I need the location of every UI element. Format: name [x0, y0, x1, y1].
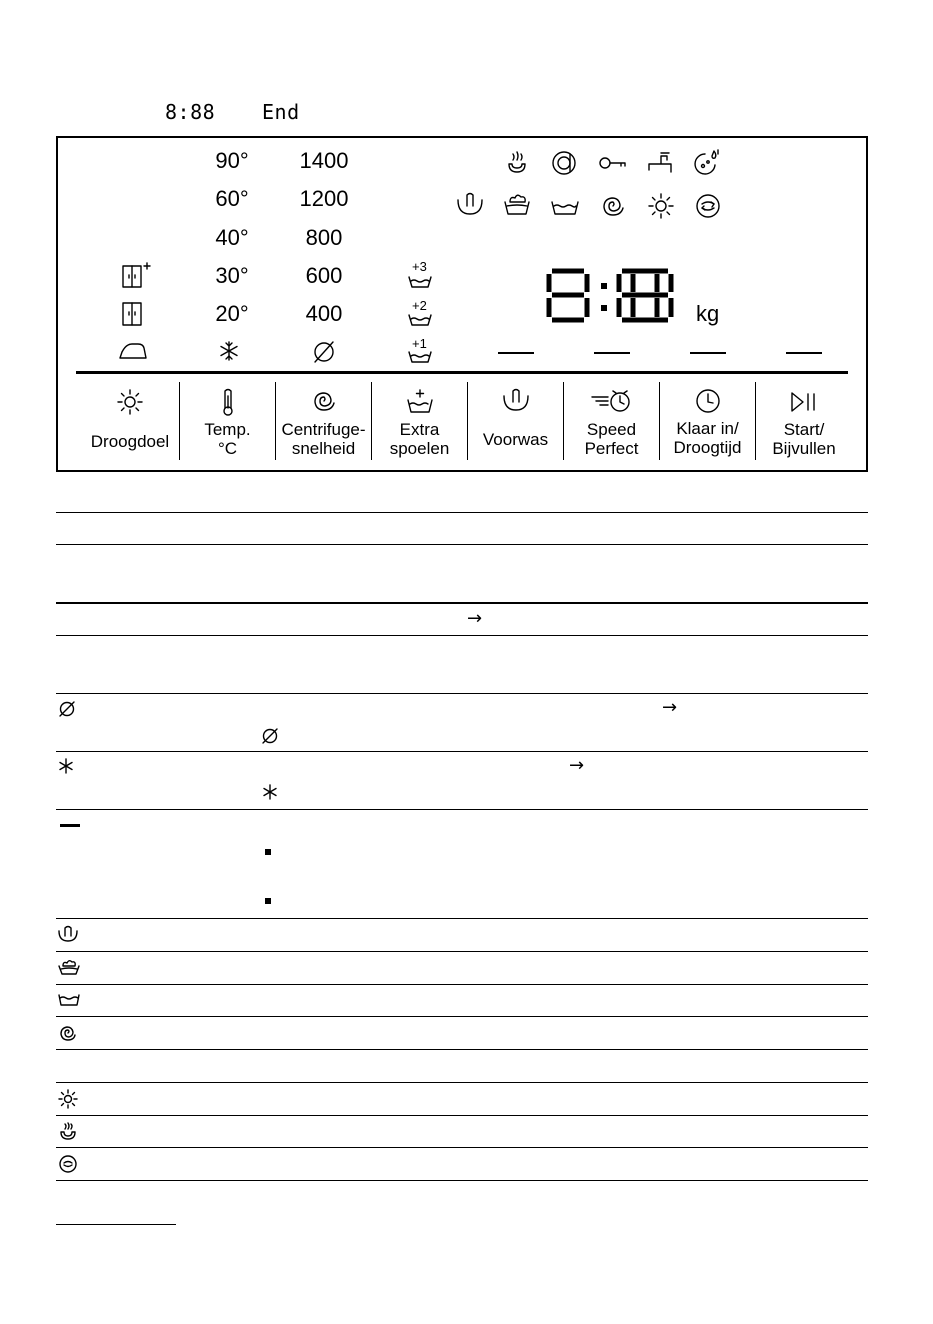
no-spin-icon	[312, 340, 336, 364]
droogdoel-label: Droogdoel	[90, 432, 170, 451]
spin-speed-label: Centrifuge-	[281, 420, 366, 439]
temp-40: 40°	[215, 225, 249, 250]
rinse-plus3-tub-icon	[408, 275, 432, 289]
arrow-3: →	[569, 755, 585, 776]
speed-1200: 1200	[299, 186, 349, 211]
wash-tub-icon	[58, 958, 80, 976]
rinse-plus2-tub-icon	[408, 313, 432, 327]
table-line-11	[56, 1016, 868, 1017]
table-line-15	[56, 1147, 868, 1148]
arrow-1: →	[467, 608, 483, 629]
dash-2	[594, 352, 630, 354]
tap-icon	[647, 150, 673, 174]
speed-1400: 1400	[299, 148, 349, 173]
no-spin-icon	[261, 727, 279, 745]
rinse-plus2-label: +2	[412, 298, 427, 313]
extra-rinse-label: Extra	[399, 420, 440, 439]
speed-400: 400	[305, 301, 343, 326]
thermometer-icon	[221, 388, 235, 416]
table-line-10	[56, 984, 868, 985]
digit-third-icon	[626, 268, 627, 269]
display-colon-lower	[601, 305, 607, 311]
rinse-plus-icon	[407, 388, 433, 414]
rinse-plus1-tub-icon	[408, 350, 432, 364]
spiral-icon	[311, 388, 337, 414]
iron-dry-icon	[118, 342, 148, 360]
speed-600: 600	[305, 263, 343, 288]
key-lock-icon	[599, 155, 627, 171]
temperature-label-2: °C	[217, 439, 238, 458]
weight-unit: kg	[696, 301, 720, 326]
bullet-1	[265, 849, 271, 855]
arrow-2: →	[662, 697, 678, 718]
speed-clock-icon	[590, 388, 634, 414]
speed-perfect-button[interactable]	[564, 382, 659, 460]
table-line-7	[56, 809, 868, 810]
clock-icon	[694, 387, 722, 415]
table-line-2	[56, 544, 868, 545]
table-line-14	[56, 1115, 868, 1116]
wash-tub-icon	[503, 192, 531, 216]
rinse-icon	[551, 200, 579, 216]
cupboard-dry-plus-icon	[122, 263, 152, 289]
rinse-icon	[58, 994, 80, 1006]
sun-icon	[647, 192, 675, 220]
panel-divider	[76, 371, 848, 374]
table-line-13	[56, 1082, 868, 1083]
footnote-line	[56, 1224, 176, 1225]
temp-60: 60°	[215, 186, 249, 211]
extra-rinse-label-2: spoelen	[389, 439, 450, 458]
play-pause-icon	[789, 390, 819, 414]
bullet-2	[265, 898, 271, 904]
cupboard-dry-icon	[122, 301, 144, 327]
droogdoel-button[interactable]	[82, 382, 178, 460]
sun-icon	[116, 388, 144, 416]
snowflake-icon	[58, 758, 74, 774]
display-colon	[601, 283, 607, 289]
speed-perfect-label-2: Perfect	[584, 439, 639, 458]
table-line-1	[56, 512, 868, 513]
temperature-button[interactable]	[180, 382, 275, 460]
table-line-8	[56, 918, 868, 919]
prewash-label: Voorwas	[482, 430, 549, 449]
top-time-display: 8:88	[165, 100, 216, 124]
digit-three-icon	[628, 268, 629, 269]
prewash-button[interactable]	[468, 382, 563, 460]
rinse-plus1-label: +1	[412, 336, 427, 351]
dash-icon	[60, 824, 80, 827]
digit-1-icon	[546, 268, 590, 324]
dash-1	[498, 352, 534, 354]
spin-speed-button[interactable]	[276, 382, 371, 460]
display-digit-c-icon	[630, 268, 674, 324]
dash-3	[690, 352, 726, 354]
prewash-icon	[503, 388, 529, 414]
snowflake-icon	[262, 784, 278, 800]
temperature-label: Temp.	[204, 420, 251, 439]
prewash-icon	[58, 925, 78, 943]
refresh-icon	[694, 192, 722, 220]
prewash-icon	[457, 192, 483, 218]
temp-20: 20°	[215, 301, 249, 326]
snowflake-icon	[219, 341, 239, 361]
start-pause-label-2: Bijvullen	[772, 439, 836, 458]
refresh-icon	[58, 1154, 78, 1174]
finish-in-label: Klaar in/	[676, 419, 739, 438]
spiral-icon	[58, 1023, 78, 1043]
steam-icon	[505, 150, 529, 174]
temp-30: 30°	[215, 263, 249, 288]
spin-speed-label-2: snelheid	[291, 439, 356, 458]
table-line-16	[56, 1180, 868, 1181]
temp-90: 90°	[215, 148, 249, 173]
table-line-5	[56, 693, 868, 694]
drum-clean-icon	[551, 150, 577, 176]
start-pause-button[interactable]	[756, 382, 852, 460]
top-end-display: End	[262, 100, 300, 124]
table-line-4	[56, 635, 868, 636]
steam-icon	[58, 1121, 78, 1141]
finish-in-button[interactable]	[660, 382, 755, 460]
finish-in-label-2: Droogtijd	[673, 438, 742, 457]
speed-800: 800	[305, 225, 343, 250]
table-line-9	[56, 951, 868, 952]
sun-icon	[58, 1089, 78, 1109]
rinse-plus3-label: +3	[412, 259, 427, 274]
table-line-12	[56, 1049, 868, 1050]
water-plus-icon	[694, 149, 722, 177]
start-pause-label: Start/	[783, 420, 825, 439]
table-line-6	[56, 751, 868, 752]
spiral-icon	[600, 193, 626, 219]
no-spin-icon	[58, 700, 76, 718]
extra-rinse-button[interactable]	[372, 382, 467, 460]
speed-perfect-label: Speed	[586, 420, 637, 439]
dash-4	[786, 352, 822, 354]
table-line-3	[56, 602, 868, 604]
